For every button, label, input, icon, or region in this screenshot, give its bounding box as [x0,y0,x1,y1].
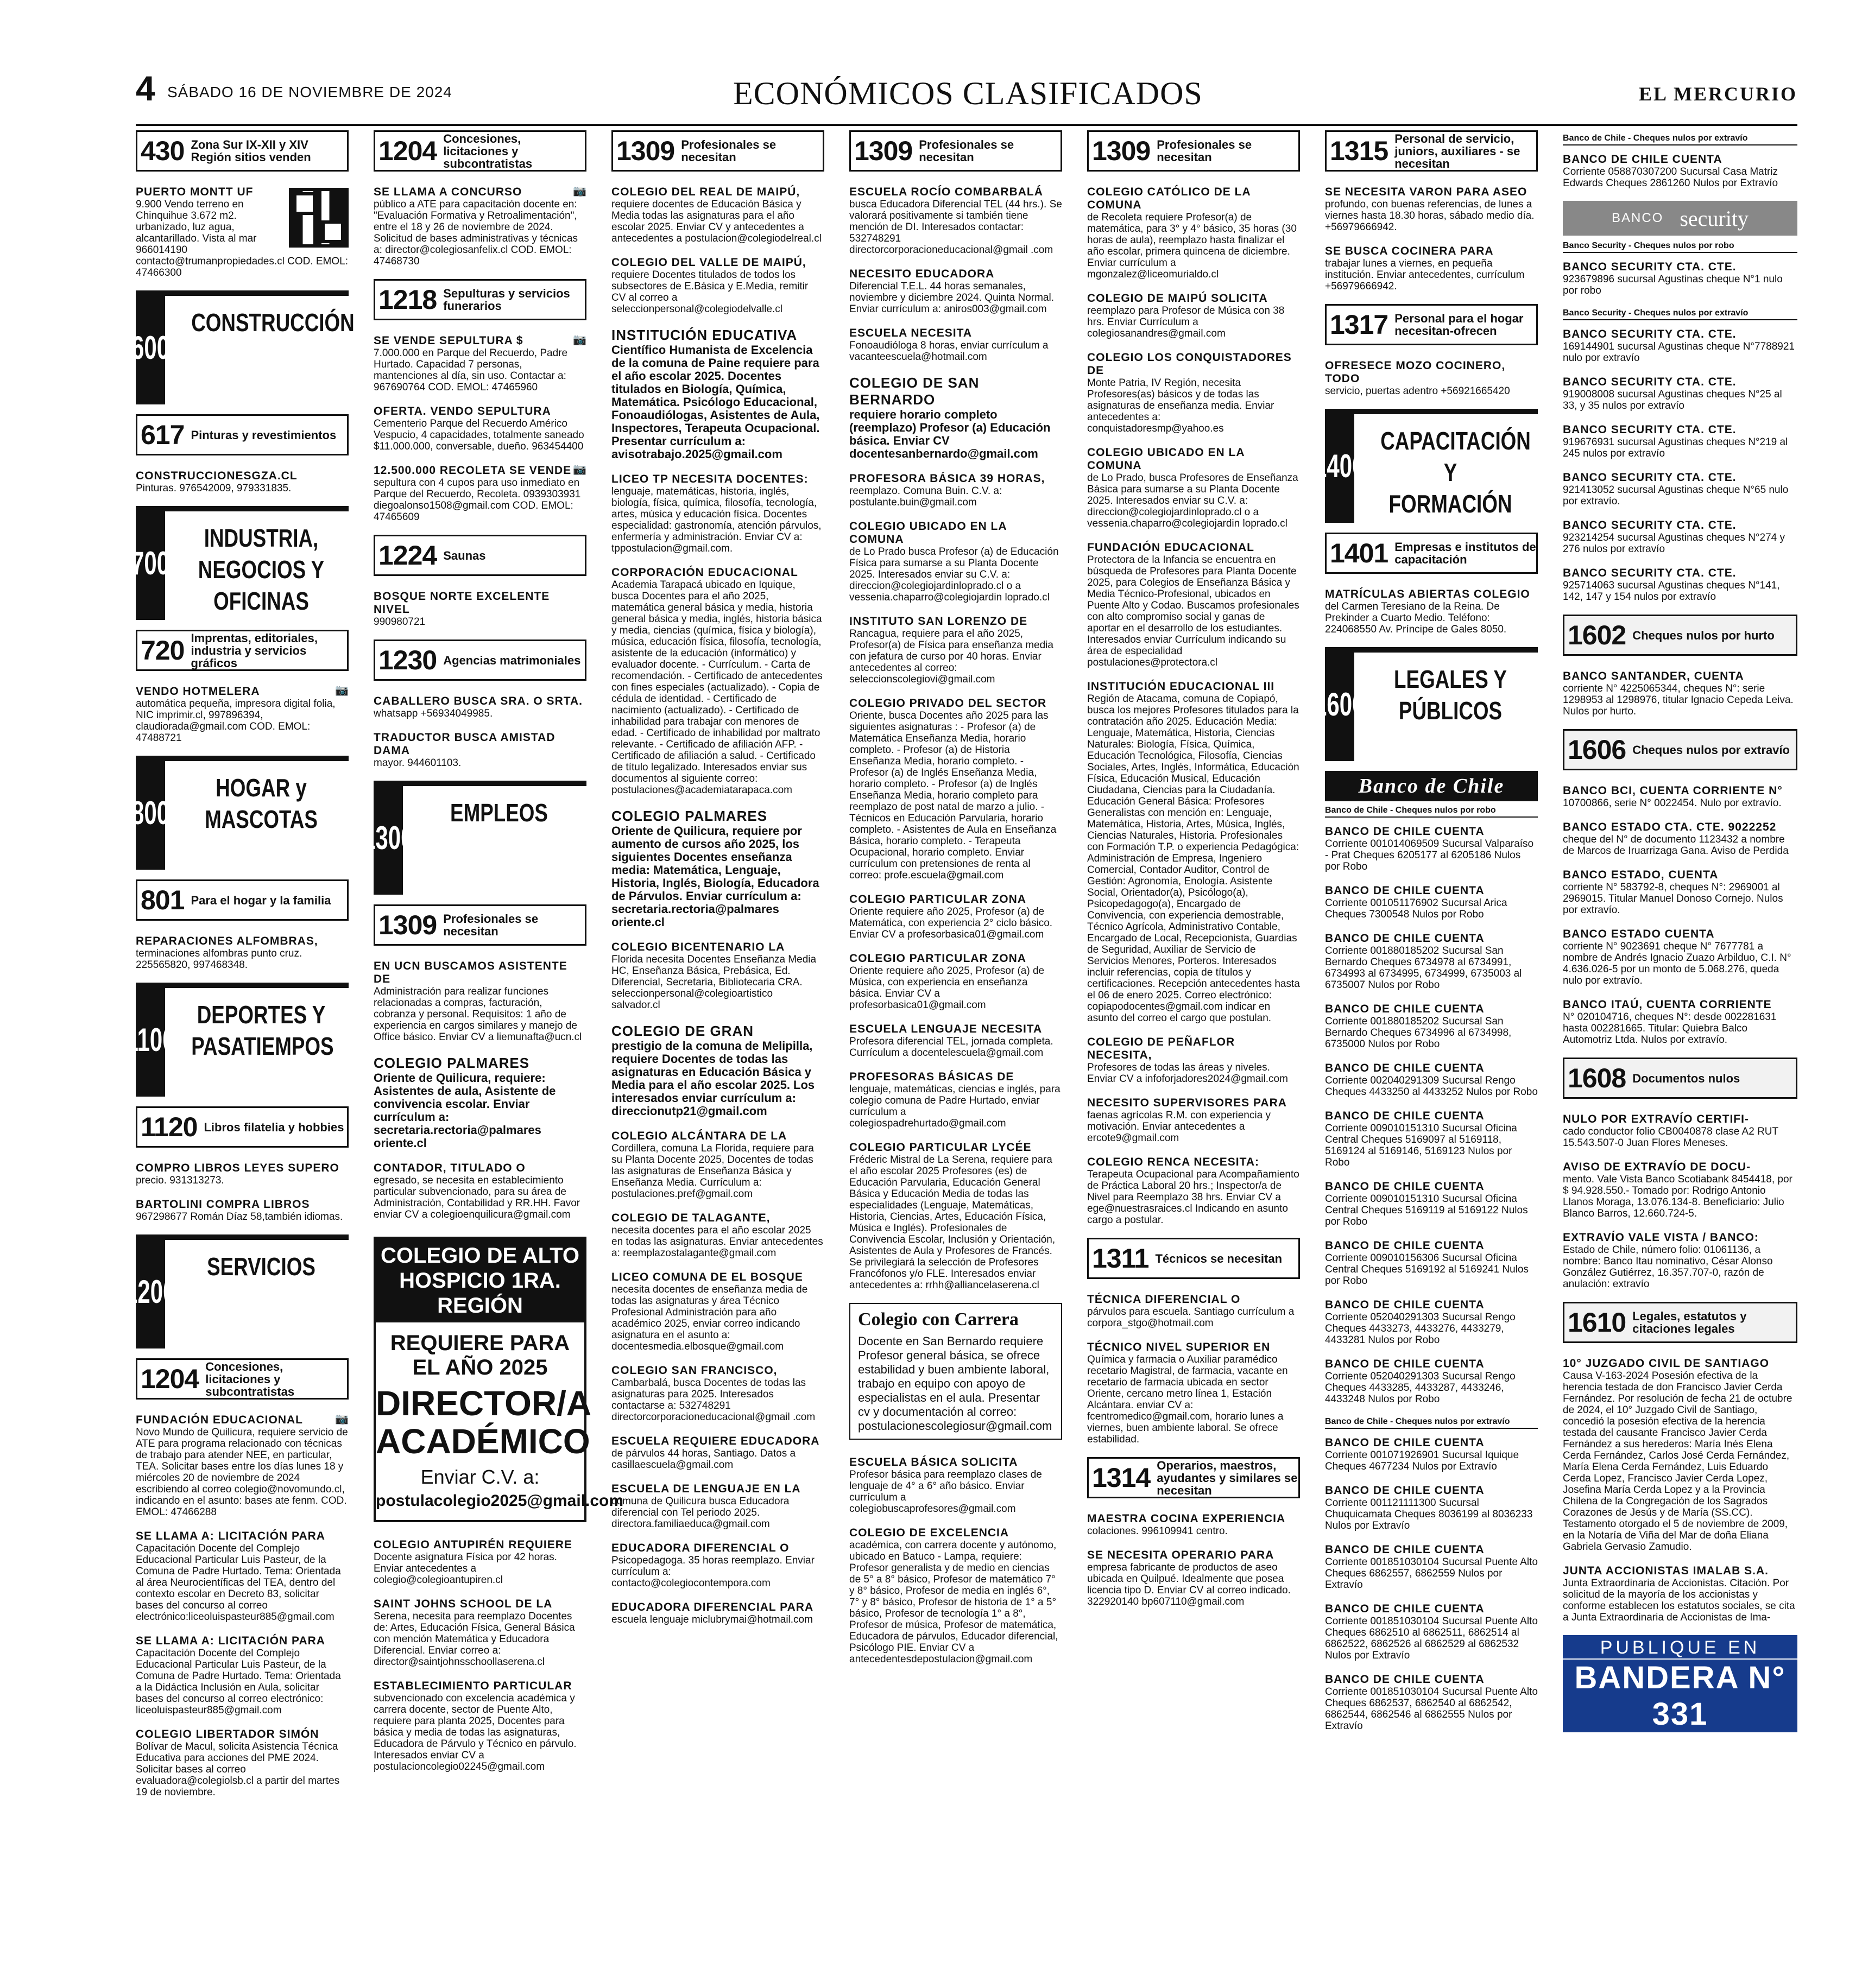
classified-ad: 📷 12.500.000 RECOLETA SE VENDE sepultura con 4 cupos para uso inmediato en Parque del Recuerdo, Recoleta. 0939303931 diegoalonso1508@gmail.com COD. EMOL: 47465609 [374,464,586,523]
classified-ad: LICEO COMUNA DE EL BOSQUE necesita docentes de enseñanza media de todas las asignaturas y área Técnico Profesional Administración para año académico 2025, enviar correo indicando asignatura en el asunto a: docentesmedia.elbosque@gmail.com [611,1271,808,1352]
classified-ad: BANCO ESTADO CUENTA corriente N° 9023691 cheque N° 7677781 a nombre de Andrés Ignacio Zuazo Arbilduo, C.I. N° 4.636.026-5 por un monto de 5.068.276, queda nulo por extravío. [1563,928,1791,986]
classified-ad: PROFESORAS BÁSICAS DE lenguaje, matemáticas, ciencias e inglés, para colegio comuna de Padre Hurtado, enviar currículum a colegiospadrehurtado@gmail.com [849,1071,1061,1129]
classified-ad: COLEGIO PARTICULAR ZONA Oriente requiere año 2025, Profesor (a) de Música, con experiencia en enseñanza básica. Enviar CV a profesorbasica01@gmail.com [849,952,1045,1011]
section-1204: 1204 Concesiones, licitaciones y subcontratistas [374,130,586,172]
classified-ad: BARTOLINI COMPRA LIBROS 967298677 Román Díaz 58,también idiomas. [136,1198,343,1223]
subheading: Banco de Chile - Cheques nulos por extravío [1325,1417,1538,1429]
classified-ad: PUERTO MONTT UF 9.900 Vendo terreno en Chinquihue 3.672 m2. urbanizado, luz agua, alcantarillado. Vista al mar 966014190 contacto@trumanpropiedades.cl COD. EMOL: 47466300 [136,186,349,278]
page-date: SÁBADO 16 DE NOVIEMBRE DE 2024 [167,84,452,100]
classified-ad: TÉCNICA DIFERENCIAL O párvulos para escuela. Santiago currículum a corpora_stgo@hotmail.com [1087,1293,1295,1329]
section-1224: 1224 Saunas [374,535,586,576]
classified-ad: SE NECESITA OPERARIO PARA empresa fabricante de productos de aseo ubicada en Quilpué. Idealmente que posea licencia tipo D. Enviar CV al correo indicado. 322920140 bp607110@gmail.com [1087,1549,1291,1607]
newspaper-page [125,64,1797,1964]
classified-ad: EDUCADORA DIFERENCIAL PARA escuela lenguaje miclubrymai@hotmail.com [611,1601,814,1625]
classified-ad: ESTABLECIMIENTO PARTICULAR subvencionado con excelencia académica y carrera docente, sector de Puente Alto, requiere para planta 2025, Docentes para básica y media de todas las asignaturas, Educadora de Párvulo y Técnico en párvulo. Interesados enviar CV a postulacioncolegio02245@gmail.com [374,1680,577,1772]
classified-ad: COLEGIO BICENTENARIO LA Florida necesita Docentes Enseñanza Media HC, Enseñanza Básica, Prebásica, Ed. Diferencial, Secretaria, Bibliotecaria CRA. seleccionpersonal@colegioartistico salvador.cl [611,941,817,1011]
column-3 [611,130,824,1960]
column-2 [363,130,624,1960]
section-617: 617 Pinturas y revestimientos [136,414,349,455]
bank-notices [1325,825,1538,1405]
bank-notice: BANCO DE CHILE CUENTA Corriente 001121111300 Sucursal Chuquicamata Cheques 8036199 al 8036233 Nulos por Extravío [1325,1484,1533,1531]
classified-ad: COLEGIO DE GRAN prestigio de la comuna de Melipilla, requiere Docentes de todas las asignaturas en Educación Básica y Media para el año escolar 2025. Los interesados enviar currículum a: direccionutp21@gmail.com [611,1023,815,1118]
classified-ad: TRADUCTOR BUSCA AMISTAD DAMA mayor. 944601103. [374,731,556,769]
page-number: 4 [136,69,155,108]
section-720: 720 Imprentas, editoriales, industria y servicios gráficos [136,630,349,671]
classified-ad: SE LLAMA A: LICITACIÓN PARA Capacitación Docente del Complejo Educacional Particular Luis Pasteur, de la Comuna de Padre Hurtado. Tema: Orientada a la Didáctica Inclusión en Aula, solicitar bases del concurso al correo electrónico: liceoluispasteur885@gmail.com [136,1635,341,1716]
bank-notice: BANCO SECURITY CTA. CTE. 921413052 sucursal Agustinas cheque N°65 nulo por extravío. [1563,471,1789,507]
classified-ad: COLEGIO LIBERTADOR SIMÓN Bolívar de Macul, solicita Asistencia Técnica Educativa para acciones del PME 2024. Solicitar bases al correo evaluadora@colegiolsb.cl a partir del martes 19 de noviembre. [136,1728,340,1798]
classified-ad: CORPORACIÓN EDUCACIONAL Academia Tarapacá ubicado en Iquique, busca Docentes para el año 2025, matemática general básica y media, historia general básica y media, inglés, historia básica y media, ciencias (química, física y biología), música, educación física, filosofía, tecnología, asistente de la educación (informático) y evaluador docente. - Currículum. - Carta de recomendación. - Certificado de antecedentes con fines especiales (actualizado). - Copia de cédula de identidad. - Certificado de nacimiento (actualizado). - Certificado de inhabilidad para trabajar con menores de edad. - Certificado de inhabilidad por maltrato relevante. - Certificado de afiliación AFP. - Certificado de afiliación a salud. - Certificado de título legalizado. Interesados enviar sus documentos al siguiente correo: postulaciones@academiatarapaca.com [611,566,823,796]
classified-ad: COLEGIO DE EXCELENCIA académica, con carrera docente y autónomo, ubicado en Batuco - Lampa, requiere: Profesor generalista y de medio en ciencias de 5° a 8° básico, Profesor de matemático 7° y 8° básico, Profesor de media en inglés 6°, 7° y 8° básico, Profesor de historia de 1° a 5° básico, Profesor de tecnología 1° a 8°, Profesor de música, Profesor de matemática, Educadora de párvulos, Educador diferencial, Psicólogo PIE. Enviar CV a antecedentesdepostulacion@gmail.com [849,1527,1058,1665]
section-1218: 1218 Sepulturas y servicios funerarios [374,279,586,320]
bank-notices [1563,328,1797,603]
section-1608: 1608 Documentos nulos [1563,1058,1797,1099]
classified-ad: CONSTRUCCIONESGZA.CL Pinturas. 976542009, 979331835. [136,470,298,494]
camera-icon: 📷 [335,1413,349,1425]
classified-ad: BANCO BCI, CUENTA CORRIENTE N° 10700866, serie N° 0022454. Nulo por extravío. [1563,784,1783,809]
contact-email[interactable]: postulacolegio2025@gmail.com [376,1492,624,1510]
column-4 [849,130,1062,1960]
category-800: 800 HOGAR y MASCOTAS [136,756,349,870]
classified-ad: 📷 SE LLAMA A CONCURSO público a ATE para capacitación docente en: "Evaluación Formativa y Retroalimentación", entre el 18 y 26 de noviembre de 2024. Solicitud de bases administrativas y técnicas a: director@colegiosanfelix.cl COD. EMOL: 47468730 [374,185,586,267]
classified-ad: SE NECESITA VARON PARA ASEO profundo, con buenas referencias, de lunes a viernes hasta 18.30 horas, sábado medio día. +56979666942. [1325,186,1535,233]
section-1204: 1204 Concesiones, licitaciones y subcontratistas [136,1358,349,1400]
section-1309: 1309 Profesionales se necesitan [374,904,586,946]
bank-notice: BANCO DE CHILE CUENTA Corriente 001014069509 Sucursal Valparaíso - Prat Cheques 6205177 al 6205186 Nulos por Robo [1325,825,1534,872]
classified-ad: COLEGIO RENCA NECESITA: Terapeuta Ocupacional para Acompañamiento de Práctica Laboral 20 hrs.; Inspector/a de Nivel para Reemplazo 38 hrs. Enviar CV a ege@nuestrasraices.cl Indicando en asunto cargo a postular. [1087,1156,1299,1226]
section-1602: 1602 Cheques nulos por hurto [1563,615,1797,656]
banco-security-logo: BANCO security [1563,201,1797,236]
column-5 [1087,130,1300,1960]
bank-notice: BANCO SECURITY CTA. CTE. 925714063 sucursal Agustinas cheques N°141, 142, 147 y 154 nulos por extravío [1563,567,1780,603]
classified-ad: 📷 VENDO HOTMELERA automática pequeña, impresora digital folia, NIC imprimir.cl, 997896394, claudiorada@gmail.com COD. EMOL: 47488721 [136,685,349,744]
category-1100: 1100 DEPORTES Y PASATIEMPOS [136,983,349,1097]
category-1600: 1600 LEGALES Y PÚBLICOS [1325,647,1538,761]
classified-ad: COMPRO LIBROS LEYES SUPERO precio. 931313273. [136,1162,339,1186]
category-700: 700 INDUSTRIA, NEGOCIOS Y OFICINAS [136,506,349,620]
classified-ad: INSTITUCIÓN EDUCATIVA Científico Humanista de Excelencia de la comuna de Paine requiere para el año escolar 2025. Docentes titulados en Biología, Química, Matemática. Psicólogo Educacional, Fonoaudiólogas, Asistentes de Aula, Inspectores, Terapeuta Ocupacional. Presentar currículum a: avisotrabajo.2025@gmail.com [611,327,820,461]
category-1200: 1200 SERVICIOS [136,1234,349,1348]
camera-icon: 📷 [573,185,586,197]
camera-icon: 📷 [573,334,586,346]
classified-ad: 📷 SE VENDE SEPULTURA $ 7.000.000 en Parque del Recuerdo, Padre Hurtado. Capacidad 7 personas, mantenciones al día, sin uso. Contactar a: 967690764 COD. EMOL: 47465960 [374,334,586,393]
classified-ad: ESCUELA NECESITA Fonoaudióloga 8 horas, enviar currículum a vacanteescuela@hotmail.com [849,327,1049,363]
section-1610: 1610 Legales, estatutos y citaciones legales [1563,1302,1797,1343]
bank-notice: BANCO DE CHILE CUENTA Corriente 009010151310 Sucursal Oficina Central Cheques 5169119 al 5169122 Nulos por Robo [1325,1180,1528,1227]
bank-notice: BANCO DE CHILE CUENTA Corriente 009010156306 Sucursal Oficina Central Cheques 5169192 al 5169241 Nulos por Robo [1325,1239,1529,1287]
classified-ad: FUNDACIÓN EDUCACIONAL Protectora de la Infancia se encuentra en búsqueda de Profesores para Planta Docente 2025, para Colegios de Enseñanza Básica y Media Técnico-Profesional, ubicados en Puente Alto y Codao. Buscamos profesionales con alto compromiso social y ganas de aportar en el desarrollo de los estudiantes. Interesados enviar Currículum indicando su área de especialidad postulaciones@protectora.cl [1087,541,1299,668]
camera-icon: 📷 [335,685,349,697]
newspaper-brand: EL MERCURIO [1638,83,1797,105]
classified-ad: PROFESORA BÁSICA 39 HORAS, reemplazo. Comuna Buin. C.V. a: postulante.buin@gmail.com [849,472,1045,508]
bank-notice: BANCO DE CHILE CUENTA Corriente 001880185202 Sucursal San Bernardo Cheques 6734996 al 6734998, 6735000 Nulos por Robo [1325,1003,1512,1050]
classified-ad: COLEGIO DEL REAL DE MAIPÚ, requiere docentes de Educación Básica y Media todas las asignaturas para el año escolar 2025. Enviar CV y antecedentes a antecedentes a postulacion@colegiodelreal.cl [611,186,822,244]
page-header [136,64,1797,126]
section-1309: 1309 Profesionales se necesitan [849,130,1062,172]
bank-notice: BANCO DE CHILE CUENTA Corriente 001051176902 Sucursal Arica Cheques 7300548 Nulos por Robo [1325,884,1507,920]
display-ad: COLEGIO DE ALTO HOSPICIO 1RA. REGIÓN REQUIERE PARA EL AÑO 2025 DIRECTOR/A ACADÉMICO Enviar C.V. a: postulacolegio2025@gmail.com [374,1237,586,1522]
subheading: Banco de Chile - Cheques nulos por robo [1325,806,1538,818]
bank-notice: BANCO DE CHILE CUENTA Corriente 052040291303 Sucursal Rengo Cheques 4433285, 4433287, 4433246, 4433248 Nulos por Robo [1325,1358,1516,1405]
classified-ad: COLEGIO UBICADO EN LA COMUNA de Lo Prado, busca Profesores de Enseñanza Básica para sumarse a su Planta Docente 2025. Interesados enviar su C.V. a: direccion@colegiojardinloprado.cl o a vessenia.chaparro@colegiojardin loprado.cl [1087,446,1298,529]
classified-ad: 10° JUZGADO CIVIL DE SANTIAGO Causa V-163-2024 Posesión efectiva de la herencia testada de don Francisco Javier Cerda Fernández. Por resolución de fecha 21 de octubre de 2024, el 10° Juzgado Civil de Santiago, concedió la posesión efectiva de la herencia testada del causante Francisco Javier Cerda Fernández a sus herederos: María Inés Elena Cerda Fernández, Carlos José Cerda Fernández, María Elena Cerda Fernández, Luis Eduardo Cerda Lopez, Francisco Javier Cerda Lopez, Josefina María Cerda Lopez y a la Provincia Chilena de la Congregación de los Sagrados Corazones de Jesús y de María (SS.CC). Testamento otorgado el 5 de noviembre de 2009, en la Notaría de Viña del Mar de doña Eliana Gabriela Gervasio Zamudio. [1563,1357,1792,1553]
category-1400: 1400 CAPACITACIÓN Y FORMACIÓN [1325,409,1538,523]
bank-notice: BANCO DE CHILE CUENTA Corriente 002040291309 Sucursal Rengo Cheques 4433250 al 4433252 Nulos por Robo [1325,1062,1538,1098]
classified-ad: MAESTRA COCINA EXPERIENCIA colaciones. 996109941 centro. [1087,1512,1286,1537]
classified-ad: COLEGIO ANTUPIRÉN REQUIERE Docente asignatura Física por 42 horas. Enviar antecedentes a colegio@colegioantupiren.cl [374,1539,572,1586]
section-1230: 1230 Agencias matrimoniales [374,640,586,681]
classified-ad: TÉCNICO NIVEL SUPERIOR EN Química y farmacia o Auxiliar paramédico recetario Magistral, de farmacia, vacante en recetario de farmacia ubicada en sector Oriente, cercano metro línea 1, Estación Alcántara. enviar CV a: fcentromedico@gmail.com, horario lunes a viernes, buen ambiente laboral. Se ofrece estabilidad. [1087,1341,1288,1445]
classified-ad: MATRÍCULAS ABIERTAS COLEGIO del Carmen Teresiano de la Reina. De Prekinder a Cuarto Medio. Teléfono: 224068550 Av. Príncipe de Gales 8050. [1325,588,1530,635]
classified-ad: INSTITUCIÓN EDUCACIONAL III Región de Atacama, comuna de Copiapó, busca los mejores Profesores titulados para la contratación año 2025. Educación Media: Lenguaje, Matemática, Historia, Ciencias Naturales: Biología, Física, Química, Educación Tecnológica, Filosofía, Ciencias Sociales, Artes, Inglés, Informática, Educación Física, Educación Musical, Educación Ciudadana, Ciencias para la Ciudadanía. Educación General Básica: Profesores Generalistas con mención en: Lenguaje, Matemática, Historia, Artes, Música, Inglés, Ciencias Naturales, Historia. Profesionales con Formación T.P. o experiencia Pedagógica: Administración de Empresa, Ingeniero Comercial, Contador Auditor, Control de Gestión: Agronomía, Enología. Asistente Social, Orientador(a), Psicólogo(a), Psicopedagogo(a), Encargado de Convivencia, con experiencia demostrable, Técnico Agrícola, Administrativo Contable, Encargado de Local, Recepcionista, Guardias de Seguridad, Auxiliar de Servicio de Servicios Menores, Porteros. Interesados incluir referencias, copia de títulos y certificaciones. Recepción antecedentes hasta el 06 de enero 2025. Correo electrónico: copiapodocentes@gmail.com indicar en asunto del correo el cargo que postulan. [1087,680,1300,1024]
classified-ad: CONTADOR, TITULADO O egresado, se necesita en establecimiento particular subvencionado, para su área de Administración, Contabilidad y RR.HH. Favor enviar CV a colegioenquilicura@gmail.com [374,1162,580,1220]
section-1311: 1311 Técnicos se necesitan [1087,1238,1300,1279]
classified-ad: LICEO TP NECESITA DOCENTES: lenguaje, matemáticas, historia, inglés, biología, física, química, filosofía, tecnología, artes, música y educación física. Docentes especialidad: gastronomía, atención párvulos, enfermería y administración. Enviar CV a: tppostulacion@gmail.com. [611,473,822,554]
classified-ad: ESCUELA LENGUAJE NECESITA Profesora diferencial TEL, jornada completa. Currículum a docentelescuela@gmail.com [849,1023,1053,1059]
classified-ad: ESCUELA DE LENGUAJE EN LA comuna de Quilicura busca Educadora diferencial con Tel periodo 2025. directora.familiaeduca@gmail.com [611,1483,801,1530]
classified-ad: REPARACIONES ALFOMBRAS, terminaciones alfombras punto cruz. 225565820, 997468348. [136,935,318,971]
classified-ad: BANCO DE CHILE CUENTA Corriente 058870307200 Sucursal Casa Matriz Edwards Cheques 2861260 Nulos por Extravío [1563,153,1778,189]
classified-ad: COLEGIO PARTICULAR LYCÉE Fréderic Mistral de La Serena, requiere para el año escolar 2025 Profesores (es) de Educación Parvularia, Educación General Básica y Educación Media de todas las especialidades (Lenguaje, Matemáticas, Historia, Ciencias, Artes, Educación Física, Música e Inglés). Profesionales de Convivencia Escolar, Inclusión y Orientación, Asistentes de Aula y Profesores de Francés. Se privilegiará la selección de Profesores Francófonos y/o FLE. Interesados enviar antecedentes a: rrhh@alliancelaserena.cl [849,1141,1056,1291]
classified-ad: INSTITUTO SAN LORENZO DE Rancagua, requiere para el año 2025, Profesor(a) de Física para enseñanza media con jefatura de curso por 40 horas. Enviar antecedentes al correo: seleccionscolegiovi@gmail.com [849,615,1053,685]
classified-ad: COLEGIO SAN FRANCISCO, Cambarbalá, busca Docentes de todas las asignaturas para 2025. Interesados contactarse a: 532748291 directorcorporacioneducacional@gmail .com [611,1364,816,1423]
subheading: Banco Security - Cheques nulos por robo [1563,241,1797,253]
classified-ad: COLEGIO CATÓLICO DE LA COMUNA de Recoleta requiere Profesor(a) de matemática, para 3° y 4° básico, 35 horas (30 horas de aula), reemplazo hasta finalizar el año escolar, primera quincena de diciembre. Enviar currículum a mgonzalez@liceomurialdo.cl [1087,186,1297,280]
bank-notice: BANCO SECURITY CTA. CTE. 919676931 sucursal Agustinas cheques N°219 al 245 nulos por extravío [1563,423,1788,459]
classified-ad: OFERTA. VENDO SEPULTURA Cementerio Parque del Recuerdo Américo Vespucio, 4 capacidades, totalmente saneado $11.000.000, conversable, dueño. 963454400 [374,405,584,452]
subheading: Banco Security - Cheques nulos por extravío [1563,308,1797,320]
section-1606: 1606 Cheques nulos por extravío [1563,729,1797,770]
bank-notice: BANCO DE CHILE CUENTA Corriente 001880185202 Sucursal San Bernardo Cheques 6734978 al 6734991, 6734993 al 6734995, 6734999, 6735003 al 6735007 Nulos por Robo [1325,932,1522,991]
section-1309: 1309 Profesionales se necesitan [611,130,824,172]
classified-ad: SE BUSCA COCINERA PARA trabajar lunes a viernes, en pequeña institución. Enviar antecedentes, currículum +56979666942. [1325,245,1525,292]
classified-ad: ESCUELA REQUIERE EDUCADORA de párvulos 44 horas, Santiago. Datos a casillaescuela@gmail.com [611,1435,820,1471]
bank-notice: BANCO DE CHILE CUENTA Corriente 001851030104 Sucursal Puente Alto Cheques 6862557, 6862559 Nulos por Extravío [1325,1543,1538,1591]
classified-ad: COLEGIO LOS CONQUISTADORES DE Monte Patria, IV Región, necesita Profesores(as) básicos y de todas las asignaturas de enseñanza media. Enviar antecedentes a: conquistadoresmp@yahoo.es [1087,351,1292,434]
bank-notice: BANCO DE CHILE CUENTA Corriente 001071926901 Sucursal Iquique Cheques 4677234 Nulos por Extravío [1325,1436,1519,1472]
section-title: ECONÓMICOS CLASIFICADOS [733,75,1203,111]
classified-ad: COLEGIO PRIVADO DEL SECTOR Oriente, busca Docentes año 2025 para las siguientes asignaturas : - Profesor (a) de Matemática Enseñanza Media, horario completo. - Profesor (a) de Historia Enseñanza Media, horario completo. - Profesor (a) de Inglés Enseñanza Media, horario completo. - Profesor (a) de Inglés Enseñanza Media, horario completo para reemplazo de post natal de marzo a julio. - Técnicos en Educación Parvularia, horario completo. - Asistentes de Aula en Enseñanza Básica, horario completo. - Terapeuta Ocupacional, horario completo. Enviar currículum con pretensiones de renta al correo: profe.escuela@gmail.com [849,697,1057,881]
classified-ad: EXTRAVÍO VALE VISTA / BANCO: Estado de Chile, número folio: 01061136, a nombre: Banco Itau nominativo, César Alonso González Gutiérrez, 16.357.707-0, razón de anulación: extravío [1563,1231,1773,1290]
classified-ad: NECESITO SUPERVISORES PARA faenas agrícolas R.M. con experiencia y motivación. Enviar antecedentes a ercote9@gmail.com [1087,1097,1287,1144]
section-1315: 1315 Personal de servicio, juniors, auxiliares - se necesitan [1325,130,1538,172]
column-1 [125,130,355,1960]
section-1317: 1317 Personal para el hogar necesitan-ofrecen [1325,304,1538,345]
classified-ad: COLEGIO UBICADO EN LA COMUNA de Lo Prado busca Profesor (a) de Educación Física para sumarse a su Planta Docente 2025. Interesados enviar su C.V. a: direccion@colegiojardinloprado.cl o a vessenia.chaparro@colegiojardin loprado.cl [849,520,1059,603]
classified-ad: NULO POR EXTRAVÍO CERTIFI- cado conductor folio CB0040878 clase A2 RUT 15.543.507-0 Juan Flores Meneses. [1563,1113,1778,1149]
bank-notice: BANCO DE CHILE CUENTA Corriente 052040291303 Sucursal Rengo Cheques 4433273, 4433276, 4433279, 4433281 Nulos por Robo [1325,1299,1516,1346]
section-1314: 1314 Operarios, maestros, ayudantes y similares se necesitan [1087,1457,1300,1498]
banco-de-chile-logo: Banco de Chile [1325,771,1538,801]
section-1120: 1120 Libros filatelia y hobbies [136,1106,349,1148]
classified-ad: JUNTA ACCIONISTAS IMALAB S.A. Junta Extraordinaria de Accionistas. Citación. Por solicitud de la mayoría de los accionistas y conforme establecen los estatutos sociales, se cita a Junta Extraordinaria de Accionistas de Ima- [1563,1565,1795,1623]
classified-ad: CABALLERO BUSCA SRA. O SRTA. whatsapp +56934049985. [374,695,583,719]
bank-notice: BANCO DE CHILE CUENTA Corriente 001851030104 Sucursal Puente Alto Cheques 6862537, 6862540 al 6862542, 6862544, 6862546 al 6862555 Nulos por Extravío [1325,1673,1538,1732]
bank-notices [1325,1436,1538,1732]
category-600: 600 CONSTRUCCIÓN [136,290,349,404]
bank-notice: BANCO SECURITY CTA. CTE. 919008008 sucursal Agustinas cheques N°25 al 33, y 35 nulos por extravío [1563,376,1782,411]
boxed-ad: Colegio con Carrera Docente en San Bernardo requiere Profesor general básica, se ofrece estabilidad y buen ambiente laboral, trabajo en equipo con apoyo de especialistas en el aula. Presentar cv y documentación al correo: postulacionescolegiosur@gmail.com [849,1303,1062,1440]
qr-code-icon[interactable] [289,188,349,248]
section-1401: 1401 Empresas e institutos de capacitación [1325,533,1538,574]
classified-ad: COLEGIO PALMARES Oriente de Quilicura, requiere: Asistentes de aula, Asistente de convivencia escolar. Enviar currículum a: secretaria.rectoria@palmares oriente.cl [374,1055,556,1150]
classified-ad: BOSQUE NORTE EXCELENTE NIVEL 990980721 [374,590,550,628]
classified-ad: BANCO ITAÚ, CUENTA CORRIENTE N° 020104716, cheques N°: desde 002281631 hasta 002281665. Titular: Quiebra Balco Automotriz Ltda. Nulos por extravío. [1563,998,1777,1046]
classified-ad: COLEGIO PARTICULAR ZONA Oriente requiere año 2025, Profesor (a) de Matemática, con experiencia 2° ciclo básico. Enviar CV a profesorbasica01@gmail.com [849,893,1053,940]
classified-ad: COLEGIO DE SAN BERNARDO requiere horario completo (reemplazo) Profesor (a) Educación básica. Enviar CV docentesanbernardo@gmail.com [849,375,1051,460]
column-6 [1314,130,1538,1960]
classified-ad: BANCO ESTADO CTA. CTE. 9022252 cheque del N° de documento 1123432 a nombre de Marcos de Iruarrizaga Gana. Aviso de Perdida [1563,821,1789,857]
classified-ad: NECESITO EDUCADORA Diferencial T.E.L. 44 horas semanales, noviembre y diciembre 2024. Quinta Normal. Enviar currículum a: aniros003@gmail.com [849,268,1055,315]
classified-ad: BANCO SECURITY CTA. CTE. 923679896 sucursal Agustinas cheque N°1 nulo por robo [1563,261,1783,296]
bank-notice: BANCO SECURITY CTA. CTE. 169144901 sucursal Agustinas cheque N°7788921 nulo por extravío [1563,328,1795,364]
bank-notice: BANCO DE CHILE CUENTA Corriente 009010151310 Sucursal Oficina Central Cheques 5169097 al 5169118, 5169124 al 5169146, 5169123 Nulos por Robo [1325,1110,1517,1168]
classified-ad: COLEGIO DE TALAGANTE, necesita docentes para el año escolar 2025 en todas las asignaturas. Enviar antecedentes a: reemplazostalagante@gmail.com [611,1212,823,1259]
section-1309: 1309 Profesionales se necesitan [1087,130,1300,172]
classified-ad: BANCO SANTANDER, CUENTA corriente N° 4225065344, cheques N°: serie 1298953 al 1298976, titular Ignacio Cepeda Leiva. Nulos por hurto. [1563,670,1794,717]
classified-ad: 📷 FUNDACIÓN EDUCACIONAL Novo Mundo de Quilicura, requiere servicio de ATE para programa relacionado con técnicas de trabajo para atender NEE, en particular, TEA. Solicitar bases entre los días lunes 18 y miércoles 20 de noviembre de 2024 escribiendo al correo colegio@novomundo.cl, indicando en el asunto: bases ate fenm. COD. EMOL: 47466288 [136,1413,349,1518]
column-7 [1563,130,1797,1960]
publique-banner[interactable]: PUBLIQUE EN BANDERA N° 331 [1563,1635,1797,1732]
section-430: 430 Zona Sur IX-XII y XIV Región sitios venden [136,130,349,172]
classified-ad: SAINT JOHNS SCHOOL DE LA Serena, necesita para reemplazo Docentes de: Artes, Educación Física, General Básica con mención Matemática y Educadora Diferencial. Enviar correo a: director@saintjohnsschoollaserena.cl [374,1598,575,1668]
classified-ad: ESCUELA ROCÍO COMBARBALÁ busca Educadora Diferencial TEL (44 hrs.). Se valorará positivamente si también tiene mención de DI. Interesados contactar: 532748291 directorcorporacioneducacional@gmail .com [849,186,1062,256]
classified-ad: SE LLAMA A: LICITACIÓN PARA Capacitación Docente del Complejo Educacional Particular Luis Pasteur, de la Comuna de Padre Hurtado. Tema: Orientada al área Neurocientíficas del TEA, dentro del contexto escolar en Decreto 83, solicitar bases del concurso al correo electrónico:liceoluispasteur885@gmail.com [136,1530,341,1623]
category-1300: 1300 EMPLEOS [374,781,586,895]
camera-icon: 📷 [573,464,586,476]
classified-ad: OFRESECE MOZO COCINERO, TODO servicio, puertas adentro +56921665420 [1325,359,1510,397]
classified-ad: COLEGIO DEL VALLE DE MAIPÚ, requiere Docentes titulados de todos los subsectores de E.Básica y E.Media, remitir CV al correo a seleccionpersonal@colegiodelvalle.cl [611,256,809,315]
classified-ad: COLEGIO DE PEÑAFLOR NECESITA, Profesores de todas las áreas y niveles. Enviar CV a infoforjadores2024@gmail.com [1087,1036,1288,1085]
classified-ad: COLEGIO ALCÁNTARA DE LA Cordillera, comuna La Florida, requiere para su Planta Docente 2025, Docentes de todas las asignaturas de Enseñanza Básica y Enseñanza Media. Currículum a: postulaciones.pref@gmail.com [611,1130,814,1200]
classified-ad: BANCO ESTADO, CUENTA corriente N° 583792-8, cheques N°: 2969001 al 2969015. Titular Manuel Donoso Cornejo. Nulos por extravío. [1563,869,1783,916]
bank-notice: BANCO SECURITY CTA. CTE. 923214254 sucursal Agustinas cheques N°274 y 276 nulos por extravío [1563,519,1785,555]
classified-ad: ESCUELA BÁSICA SOLICITA Profesor básica para reemplazo clases de lenguaje de 4° a 6° año básico. Enviar currículum a colegiobuscaprofesores@gmail.com [849,1456,1042,1515]
subheading: Banco de Chile - Cheques nulos por extravío [1563,134,1797,145]
classified-ad: COLEGIO DE MAIPÚ SOLICITA reemplazo para Profesor de Música con 38 hrs. Enviar Currículum a colegiosanandres@gmail.com [1087,292,1285,339]
bank-notice: BANCO DE CHILE CUENTA Corriente 001851030104 Sucursal Puente Alto Cheques 6862510 al 6862511, 6862514 al 6862522, 6862526 al 6862529 al 6862532 Nulos por Extravío [1325,1603,1538,1661]
classified-ad: EDUCADORA DIFERENCIAL O Psicopedagoga. 35 horas reemplazo. Enviar currículum a: contacto@colegiocontempora.com [611,1542,815,1589]
section-801: 801 Para el hogar y la familia [136,879,349,921]
classified-ad: COLEGIO PALMARES Oriente de Quilicura, requiere por aumento de cursos año 2025, los siguientes Docentes enseñanza media: Matemática, Lenguaje, Historia, Inglés, Biología, Educadora de Párvulos. Enviar currículum a: secretaria.rectoria@palmares oriente.cl [611,808,819,929]
classified-ad: AVISO DE EXTRAVÍO DE DOCU- mento. Vale Vista Banco Scotiabank 8454418, por $ 94.928.550.- Tomado por: Rodrigo Antonio Llanos Moraga, 13.076.134-8. Beneficiario: Julio Blanco Barros, 12.660.724-5. [1563,1161,1792,1219]
classified-ad: EN UCN BUSCAMOS ASISTENTE DE Administración para realizar funciones relacionadas a compras, facturación, cobranza y personal. Requisitos: 1 año de experiencia en cargos similares y manejo de Office básico. Enviar CV a liemunafta@ucn.cl [374,960,582,1043]
